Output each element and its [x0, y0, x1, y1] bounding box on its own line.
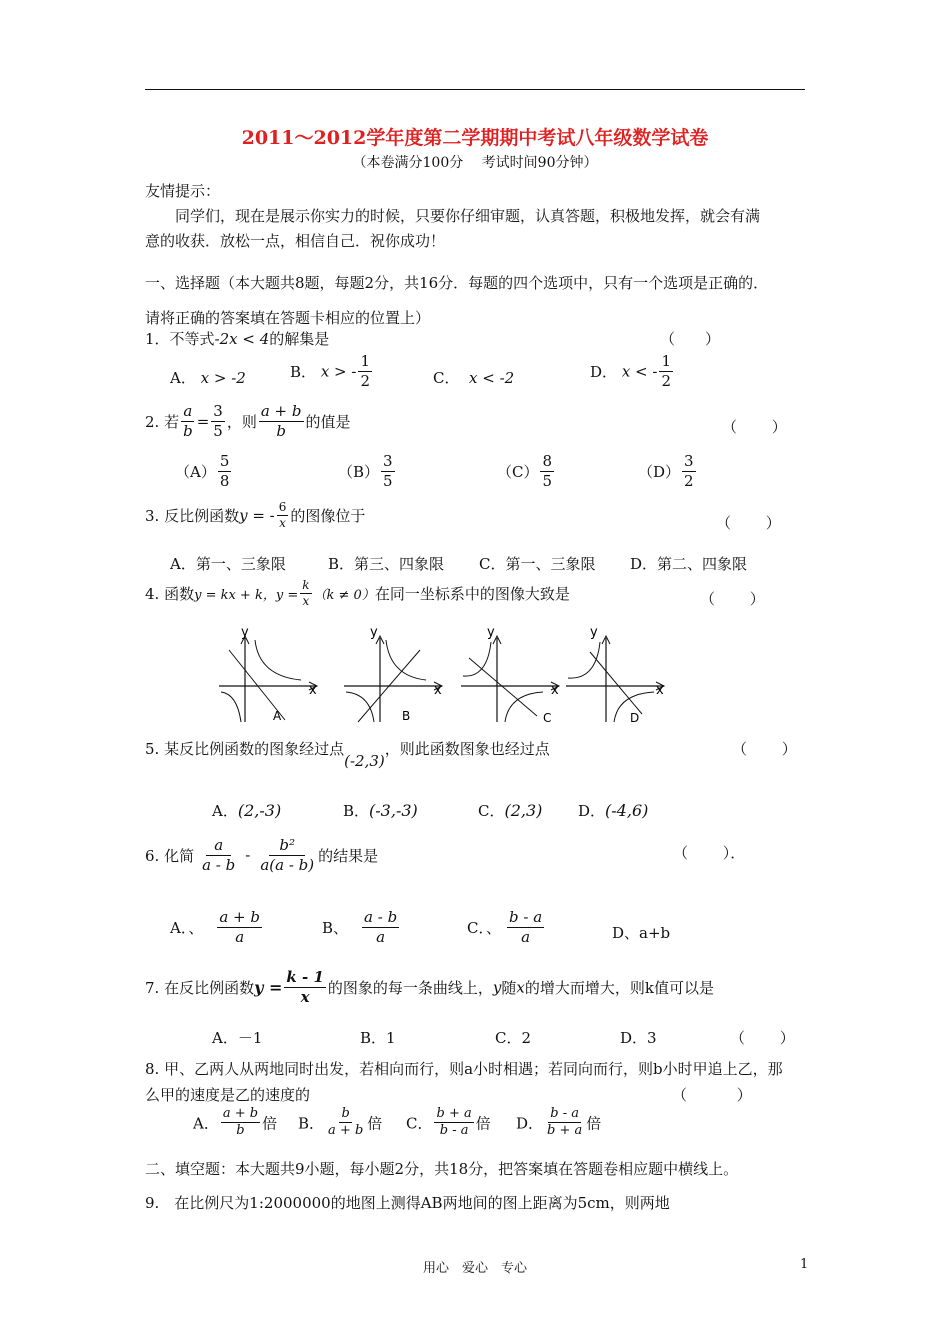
q1-answer-bracket: （ ） — [660, 330, 721, 348]
header-rule — [145, 89, 805, 90]
q5-point: (-2,3) — [344, 752, 385, 770]
section1-instruction: 请将正确的答案填在答题卡相应的位置上） — [145, 309, 431, 327]
q4-graph-c-x-label: x — [551, 683, 559, 698]
q1-option-a: A． x > -2 — [170, 369, 246, 387]
q4-graph-d-x-label: x — [656, 683, 664, 698]
section1-heading: 一、选择题（本大题共8题，每题2分，共16分．每题的四个选项中，只有一个选项是正确的． — [145, 274, 769, 292]
exam-title: 2011～2012学年度第二学期期中考试八年级数学试卷 — [241, 127, 709, 149]
q8-stem-line2: 么甲的速度是乙的速度的 — [145, 1086, 311, 1104]
q5-stem: 5. 某反比例函数的图象经过点(-2,3)，则此函数图象也经过点 — [145, 740, 550, 770]
page-number: 1 — [800, 1257, 809, 1272]
q3-option-c: C．第一、三象限 — [479, 555, 596, 573]
q1-option-b: B． x > - $\frac{1}{2}$ — [290, 352, 370, 390]
q8-option-c: C． $\frac{b + a}{b - a}$ 倍 — [406, 1106, 491, 1139]
q8-option-d: D． $\frac{b - a}{b + a}$ 倍 — [516, 1106, 602, 1139]
q5-answer-bracket: （ ） — [732, 740, 797, 758]
q8-answer-bracket: （ ） — [672, 1086, 752, 1104]
q8-stem-line1: 8. 甲、乙两人从两地同时出发，若相向而行，则a小时相遇；若同向而行，则b小时甲追上乙，那 — [145, 1060, 783, 1078]
q6-stem: 6. 化简 $\frac{a}{a - b}$ - $\frac{\text{b²}}{a(a - b)}$ 的结果是 — [145, 836, 379, 874]
q7-answer-bracket: （ ） — [730, 1029, 795, 1047]
q8-option-b: B． $\frac{b}{a + b}$ 倍 — [298, 1106, 383, 1139]
q3-option-b: B．第三、四象限 — [328, 555, 445, 573]
q7-option-a: A．－1 — [212, 1029, 263, 1047]
q4-graph-d-letter: D — [630, 711, 640, 725]
q1-option-c: C． x < -2 — [433, 369, 515, 387]
q4-graph-b — [340, 622, 450, 727]
q1-expr: -2x < 4 — [214, 330, 270, 348]
q9-stem: 9. 在比例尺为1:2000000的地图上测得AB两地间的图上距离为5cm，则两地 — [145, 1194, 670, 1212]
q5-option-c: C．(2,3) — [478, 801, 543, 820]
q6-option-b: B、 $\frac{a - b}{a}$ — [322, 908, 398, 946]
q3-answer-bracket: （ ） — [716, 514, 781, 532]
q6-option-a: A．、 $\frac{a + b}{a}$ — [170, 908, 260, 946]
q2-option-a: （A） $\frac{5}{8}$ — [175, 452, 230, 490]
tips-line1: 同学们，现在是展示你实力的时候，只要你仔细审题，认真答题，积极地发挥，就会有满 — [175, 207, 761, 225]
q1-stem — [145, 328, 329, 349]
q5-option-b: B．(-3,-3) — [343, 801, 418, 820]
q1-tail: 的解集是 — [269, 330, 330, 348]
q4-graph-c-letter: C — [543, 711, 552, 725]
q5-option-d: D．(-4,6) — [578, 801, 649, 820]
q4-stem: 4. 函数y = kx + k，y = $\frac{k}{x}$ （k ≠ 0）在同一坐标系中的图像大致是 — [145, 578, 570, 608]
q4-graph-d-y-label: y — [590, 625, 598, 640]
q4-graph-b-letter: B — [402, 709, 411, 723]
q1-label: 1．不等式 — [145, 330, 215, 348]
q4-graph-a — [215, 622, 325, 727]
tips-label: 友情提示： — [145, 182, 221, 200]
q4-graph-a-letter: A — [273, 709, 282, 723]
q7-option-d: D．3 — [620, 1029, 657, 1047]
q5-option-a: A．(2,-3) — [212, 801, 282, 820]
q2-answer-bracket: （ ） — [722, 418, 787, 436]
q8-option-a: A． $\frac{a + b}{b}$ 倍 — [193, 1106, 278, 1139]
q2-option-b: （B） $\frac{3}{5}$ — [338, 452, 393, 490]
page-footer: 用心 爱心 专心 — [422, 1261, 527, 1276]
exam-subtitle: （本卷满分100分 考试时间90分钟） — [352, 155, 598, 171]
tips-line2: 意的收获．放松一点，相信自己．祝你成功！ — [145, 232, 446, 250]
q4-graph-b-x-label: x — [434, 683, 442, 698]
q3-stem: 3. 反比例函数y = - $\frac{6}{x}$ 的图像位于 — [145, 500, 366, 530]
q4-graph-a-y-label: y — [241, 625, 249, 640]
q7-option-b: B．1 — [360, 1029, 396, 1047]
q4-graph-b-y-label: y — [370, 625, 378, 640]
q3-option-a: A．第一、三象限 — [170, 555, 286, 573]
q2-option-c: （C） $\frac{8}{5}$ — [497, 452, 553, 490]
q6-option-c: C．、 $\frac{b - a}{a}$ — [467, 908, 543, 946]
q4-graph-a-x-label: x — [309, 683, 317, 698]
section2-heading: 二、填空题：本大题共9小题，每小题2分，共18分，把答案填在答题卷相应题中横线上。 — [145, 1160, 739, 1178]
q4-graph-c — [457, 622, 567, 727]
q2-option-d: （D） $\frac{3}{2}$ — [638, 452, 694, 490]
q4-answer-bracket: （ ） — [700, 590, 765, 608]
q7-option-c: C．2 — [495, 1029, 532, 1047]
q6-option-d: D、a+b — [612, 924, 671, 942]
q4-graph-d — [562, 622, 672, 727]
q3-option-d: D．第二、四象限 — [630, 555, 748, 573]
q2-stem: 2. 若 $\frac{a}{b}$ = $\frac{3}{5}$ ，则 $\frac{a + b}{b}$ 的值是 — [145, 402, 351, 440]
q7-stem: 7. 在反比例函数y = $\frac{k - 1}{x}$ 的图象的每一条曲线上，y随x的增大而增大，则k值可以是 — [145, 968, 714, 1006]
q1-option-d: D． x < - $\frac{1}{2}$ — [590, 352, 671, 390]
q4-graph-c-y-label: y — [487, 625, 495, 640]
q6-answer-bracket: （ ）． — [673, 844, 746, 862]
